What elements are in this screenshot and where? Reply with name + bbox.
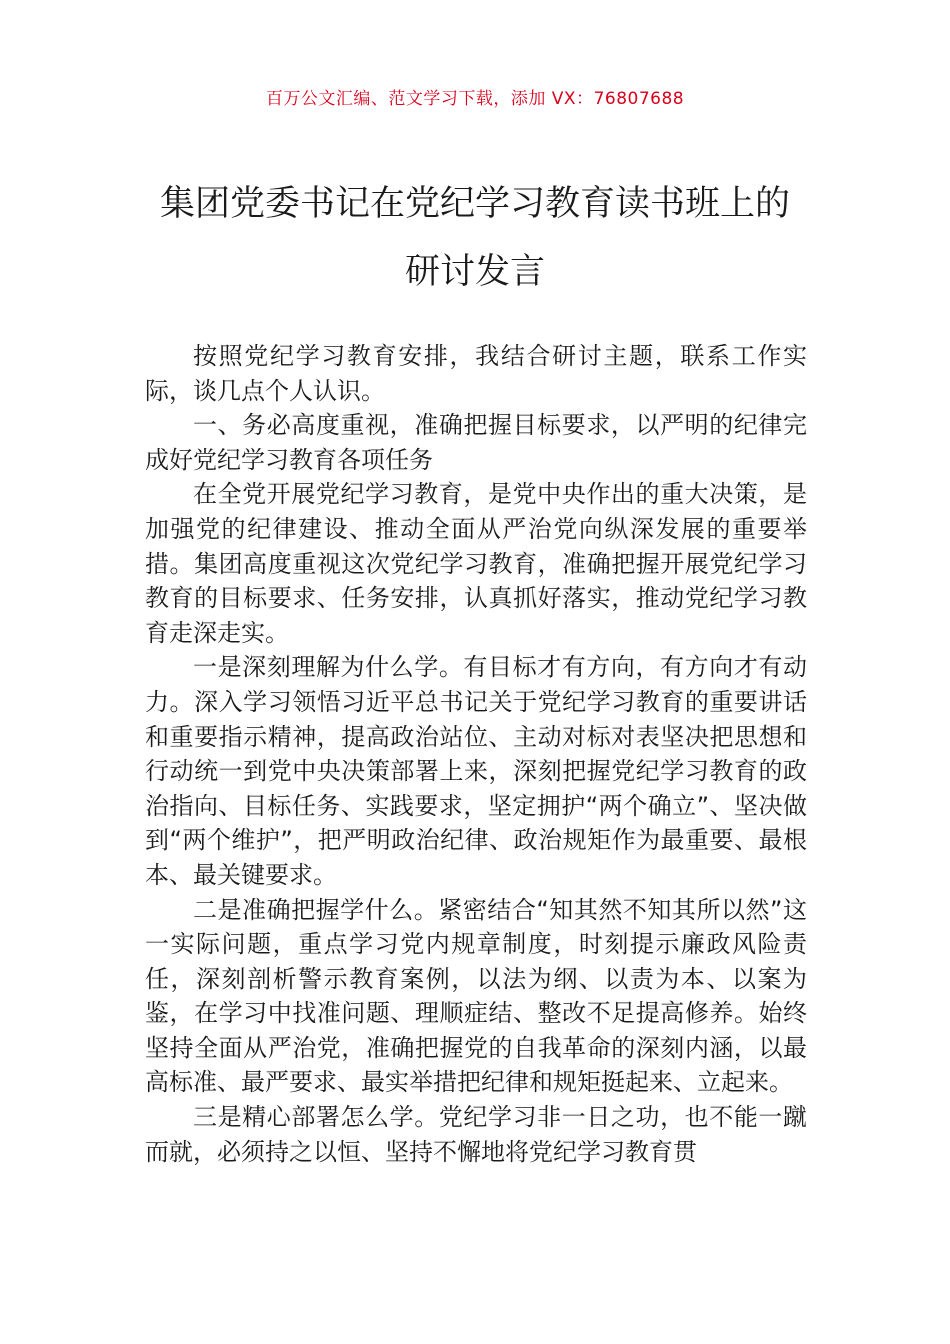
title-line-1: 集团党委书记在党纪学习教育读书班上的 bbox=[159, 184, 790, 224]
title-line-2: 研讨发言 bbox=[404, 252, 545, 292]
paragraph: 三是精心部署怎么学。党纪学习非一日之功，也不能一蹴而就，必须持之以恒、坚持不懈地将党纪学习教育贯 bbox=[145, 1103, 807, 1166]
header-note: 百万公文汇编、范文学习下载，添加 VX：76807688 bbox=[265, 89, 685, 109]
section-heading-1: 一、务必高度重视，准确把握目标要求，以严明的纪律完成好党纪学习教育各项任务 bbox=[145, 411, 807, 474]
paragraph: 一是深刻理解为什么学。有目标才有方向，有方向才有动力。深入学习领悟习近平总书记关于党纪学习教育的重要讲话和重要指示精神，提高政治站位、主动对标对表坚决把思想和行动统一到党中央决策部署上来，深刻把握党纪学习教育的政治指向、目标任务、实践要求，坚定拥护“两个确立”、坚决做到“两个维护”，把严明政治纪律、政治规矩作为最重要、最根本、最关键要求。 bbox=[145, 653, 807, 889]
paragraph: 在全党开展党纪学习教育，是党中央作出的重大决策，是加强党的纪律建设、推动全面从严治党向纵深发展的重要举措。集团高度重视这次党纪学习教育，准确把握开展党纪学习教育的目标要求、任务安排，认真抓好落实，推动党纪学习教育走深走实。 bbox=[145, 480, 807, 647]
document-title bbox=[120, 170, 830, 306]
paragraph: 二是准确把握学什么。紧密结合“知其然不知其所以然”这一实际问题，重点学习党内规章制度，时刻提示廉政风险责任，深刻剖析警示教育案例，以法为纲、以责为本、以案为鉴，在学习中找准问题、理顺症结、整改不足提高修养。始终坚持全面从严治党，准确把握党的自我革命的深刻内涵，以最高标准、最严要求、最实举措把纪律和规矩挺起来、立起来。 bbox=[145, 895, 807, 1097]
document-body bbox=[145, 339, 807, 1169]
paragraph-intro: 按照党纪学习教育安排，我结合研讨主题，联系工作实际，谈几点个人认识。 bbox=[145, 342, 807, 405]
